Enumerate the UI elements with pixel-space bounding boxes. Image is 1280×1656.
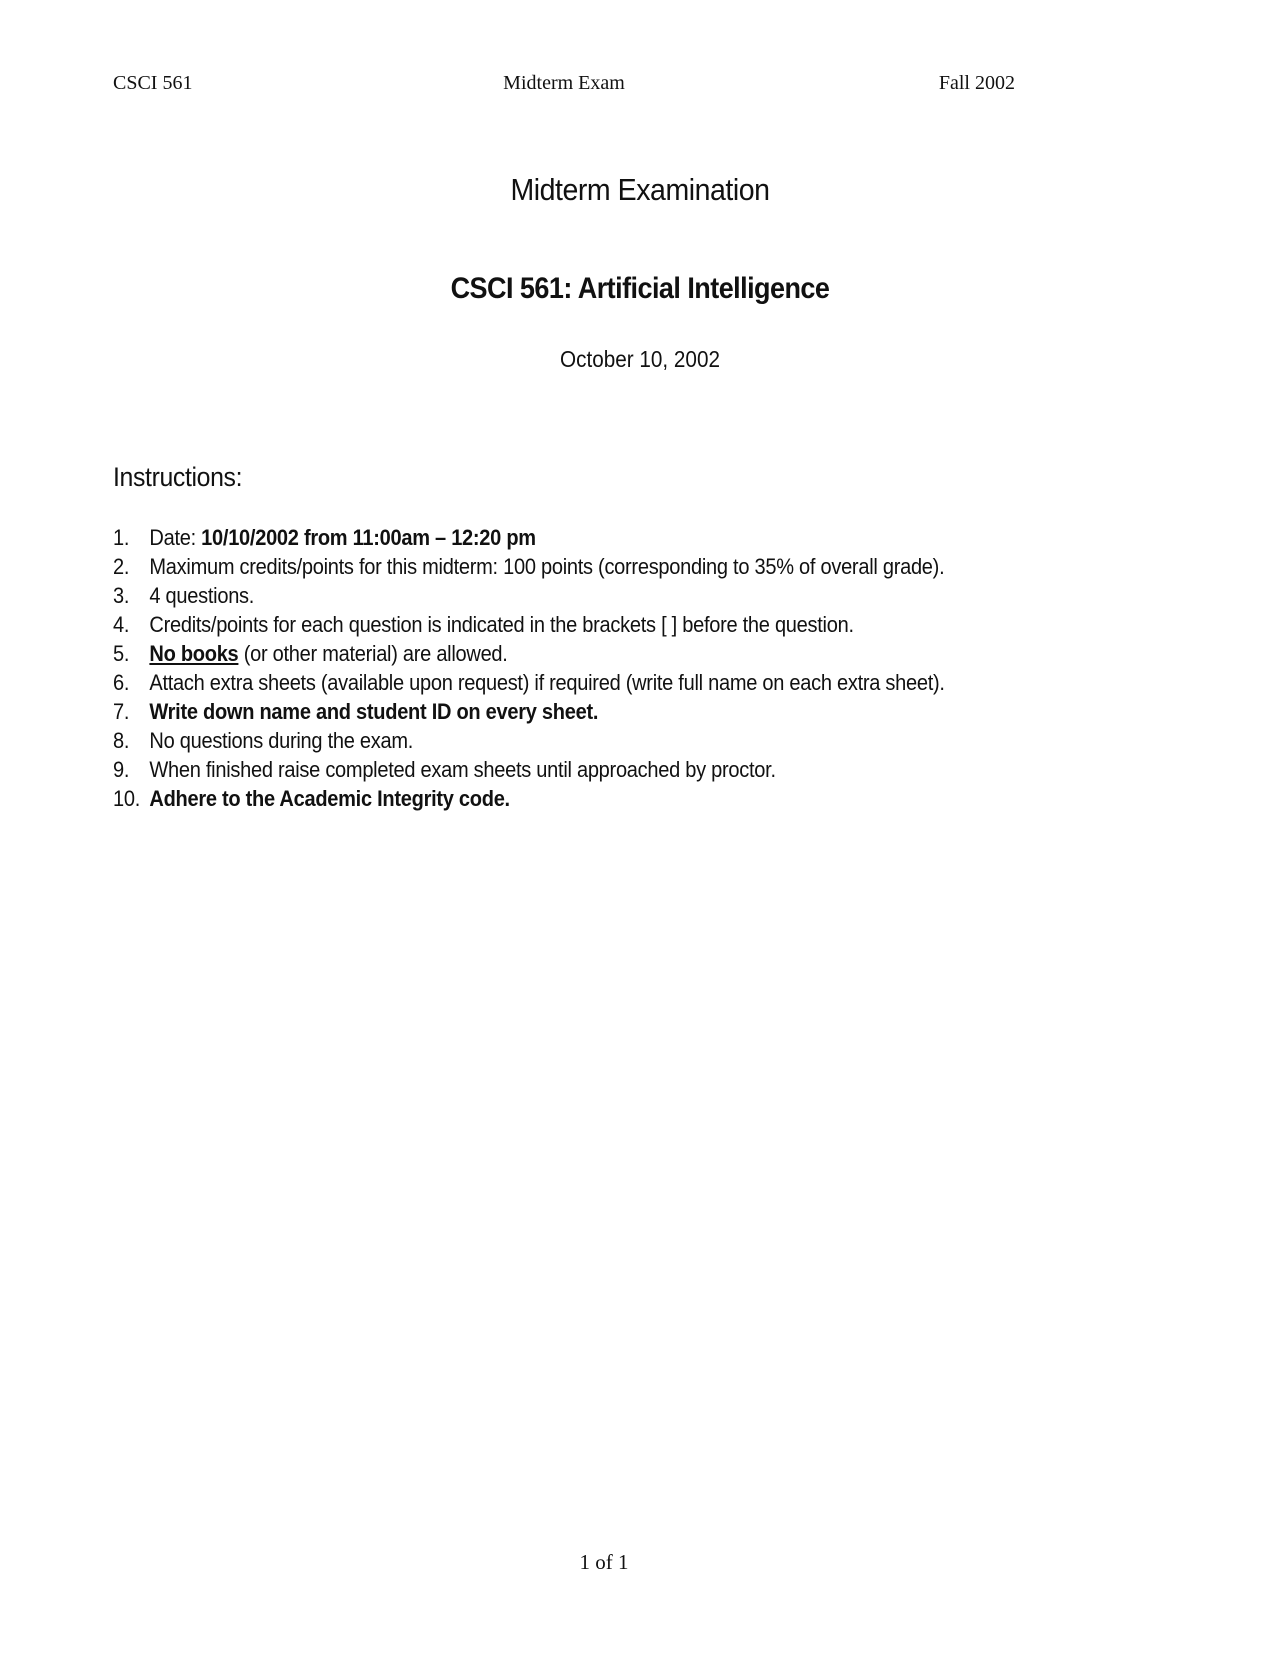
item-text: No questions during the exam. (149, 728, 414, 753)
instruction-item-5 (113, 639, 1114, 668)
item-text-bold: Adhere to the Academic Integrity code. (149, 786, 510, 811)
item-number: 9. (113, 757, 130, 782)
instructions-heading: Instructions: (113, 462, 243, 492)
item-text-bold-underline: No books (149, 641, 239, 666)
instruction-item-8 (113, 726, 1114, 755)
page-number: 1 of 1 (579, 1550, 629, 1574)
item-text-bold: 10/10/2002 from 11:00am – 12:20 pm (201, 525, 536, 550)
item-text-bold: Write down name and student ID on every sheet. (149, 699, 599, 724)
running-header (113, 72, 1015, 102)
header-exam-title: Midterm Exam (503, 72, 625, 94)
item-number: 5. (113, 641, 130, 666)
item-number: 4. (113, 612, 130, 637)
item-text: Maximum credits/points for this midterm: 100 points (corresponding to 35% of overall grade). (149, 554, 945, 579)
exam-date: October 10, 2002 (560, 346, 720, 372)
item-number: 10. (113, 786, 141, 811)
instruction-item-3 (113, 581, 1114, 610)
item-text (149, 525, 535, 550)
instruction-item-2 (113, 552, 1114, 581)
header-course: CSCI 561 (113, 72, 193, 94)
item-text: When finished raise completed exam sheets until approached by proctor. (149, 757, 776, 782)
item-number: 1. (113, 525, 130, 550)
item-number: 2. (113, 554, 130, 579)
instruction-item-9 (113, 755, 1114, 784)
instruction-item-7 (113, 697, 1114, 726)
item-number: 8. (113, 728, 130, 753)
instruction-item-4 (113, 610, 1114, 639)
item-text: Attach extra sheets (available upon request) if required (write full name on each extra sheet). (149, 670, 945, 695)
header-term: Fall 2002 (938, 72, 1015, 94)
document-heading: Midterm Examination (510, 172, 770, 207)
instruction-item-6 (113, 668, 1114, 697)
item-text-plain: Date: (149, 525, 202, 550)
item-number: 3. (113, 583, 130, 608)
item-number: 6. (113, 670, 130, 695)
instructions-list (113, 523, 1213, 813)
instruction-item-1 (113, 523, 1114, 552)
item-number: 7. (113, 699, 130, 724)
course-title: CSCI 561: Artificial Intelligence (450, 272, 830, 305)
item-text (149, 641, 507, 666)
item-text: 4 questions. (149, 583, 255, 608)
item-text-plain: (or other material) are allowed. (238, 641, 508, 666)
item-text: Credits/points for each question is indicated in the brackets [ ] before the question. (149, 612, 854, 637)
instruction-item-10 (113, 784, 1114, 813)
